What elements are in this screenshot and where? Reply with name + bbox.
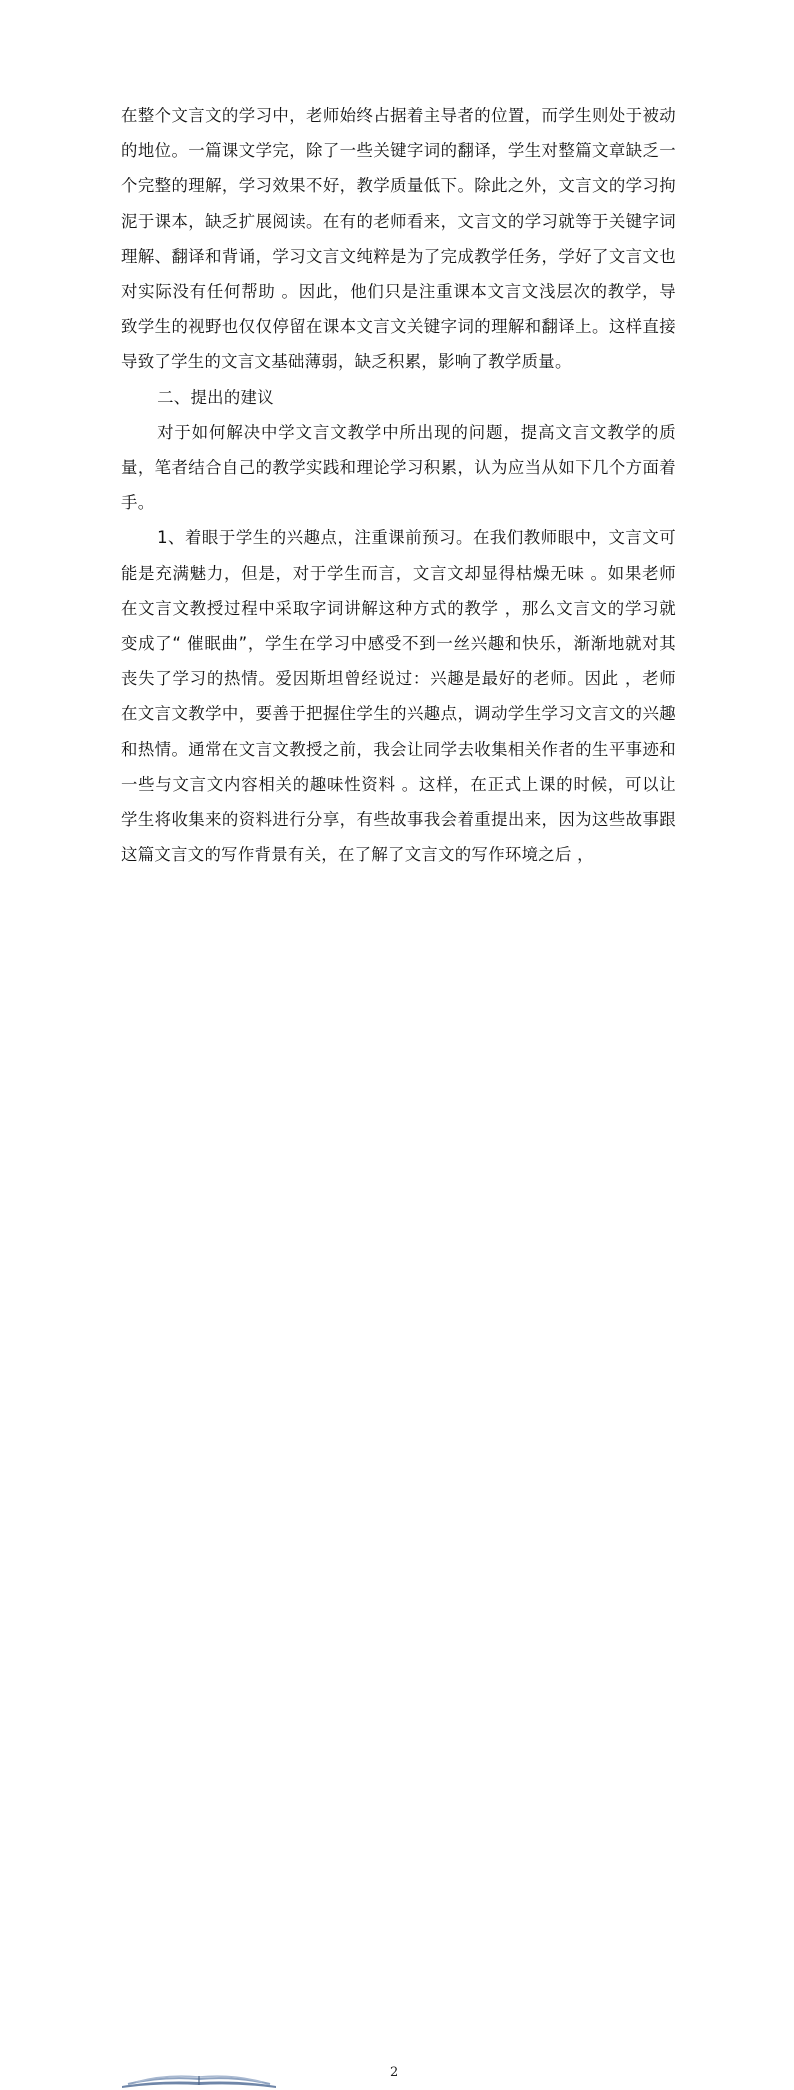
open-book-icon [118, 2070, 280, 2090]
paragraph-3: 1、着眼于学生的兴趣点，注重课前预习。在我们教师眼中，文言文可能是充满魅力，但是，对于学生而言，文言文却显得枯燥无味 。如果老师在文言文教授过程中采取字词讲解这种方式的教学 ，那么文言文的学习就变成了“ 催眠曲”，学生在学习中感受不到一丝兴趣和快乐，渐渐地就对其丧失了学习的热情。爱因斯坦曾经说过：兴趣是最好的老师。因此 ，老师在文言文教学中，要善于把握住学生的兴趣点，调动学生学习文言文的兴趣和热情。通常在文言文教授之前，我会让同学去收集相关作者的生平事迹和一些与文言文内容相关的趣味性资料 。这样，在正式上课的时候，可以让学生将收集来的资料进行分享，有些故事我会着重提出来，因为这些故事跟这篇文言文的写作背景有关，在了解了文言文的写作环境之后 ， [121, 528, 676, 865]
page-footer [0, 1030, 794, 2080]
page-number: 2 [390, 2065, 399, 2080]
section-heading: 二、提出的建议 [157, 387, 274, 407]
paragraph-1: 在整个文言文的学习中，老师始终占据着主导者的位置，而学生则处于被动的地位。一篇课文学完，除了一些关键字词的翻译，学生对整篇文章缺乏一个完整的理解，学习效果不好，教学质量低下。除此之外，文言文的学习拘泥于课本，缺乏扩展阅读。在有的老师看来，文言文的学习就等于关键字词理解、翻译和背诵，学习文言文纯粹是为了完成教学任务，学好了文言文也对实际没有任何帮助 。因此，他们只是注重课本文言文浅层次的教学，导致学生的视野也仅仅停留在课本文言文关键字词的理解和翻译上。这样直接导致了学生的文言文基础薄弱，缺乏积累，影响了教学质量。 [121, 106, 676, 372]
paragraph-2: 对于如何解决中学文言文教学中所出现的问题，提高文言文教学的质量，笔者结合自己的教学实践和理论学习积累，认为应当从如下几个方面着手。 [121, 422, 676, 513]
document-body [121, 98, 676, 872]
